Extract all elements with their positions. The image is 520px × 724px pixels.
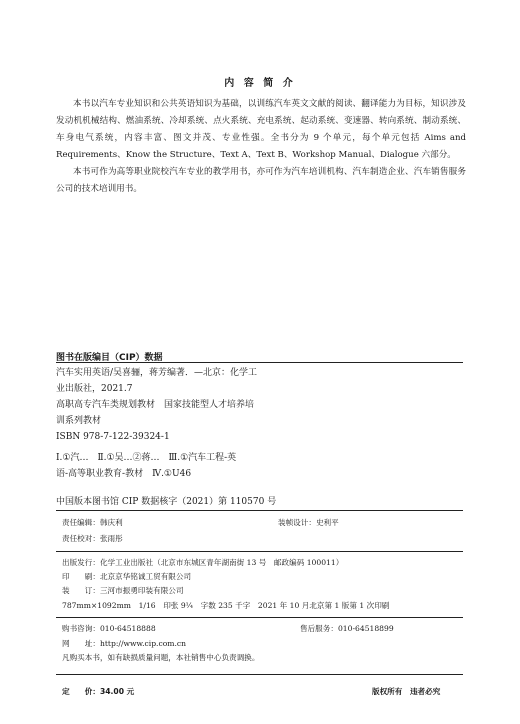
cip-line: 语-高等职业教育-教材 Ⅳ.①U46 [56, 469, 192, 479]
binder-info: 装 订：三河市振勇印装有限公司 [62, 586, 184, 595]
publisher-info: 出版发行：化学工业出版社（北京市东城区青年湖南街 13 号 邮政编码 100011） [62, 558, 344, 567]
print-specs: 787mm×1092mm 1/16 印张 9¼ 字数 235 千字 2021 年 10 月北京第 1 版第 1 次印刷 [62, 601, 390, 610]
summary-paragraph-2: 本书可作为高等职业院校汽车专业的教学用书，亦可作为汽车培训机构、汽车制造企业、汽车销售服务公司的技术培训用书。 [56, 167, 466, 194]
cip-line: ISBN 978-7-122-39324-1 [56, 432, 170, 442]
purchase-phone: 购书咨询：010-64518888 [62, 624, 156, 633]
cip-bottom-rule [56, 510, 463, 511]
quality-notice: 凡购买本书，如有缺损质量问题，本社销售中心负责调换。 [62, 653, 260, 662]
publication-rule [56, 617, 463, 618]
editors-rule [56, 551, 463, 552]
cip-line: 业出版社，2021.7 [56, 384, 133, 394]
website-link[interactable]: 网 址：http://www.cip.com.cn [62, 639, 187, 648]
cip-line: Ⅰ.①汽… Ⅱ.①吴…②蒋… Ⅲ.①汽车工程-英 [56, 453, 237, 463]
cip-heading: 图书在版编目（CIP）数据 [56, 353, 163, 363]
cip-line: 高职高专汽车类规划教材 国家技能型人才培养培 [56, 400, 255, 410]
cip-line: 汽车实用英语/吴喜骊，蒋芳编著．—北京：化学工 [56, 368, 258, 378]
cip-top-rule [56, 362, 463, 363]
printer-info: 印 刷：北京京华铭诚工贸有限公司 [62, 572, 192, 581]
cip-catalog-number: 中国版本图书馆 CIP 数据核字（2021）第 110570 号 [56, 497, 277, 507]
copyright-notice: 版权所有 违者必究 [372, 687, 441, 696]
after-sales-phone: 售后服务：010-64518899 [300, 624, 394, 633]
price: 定 价：34.00 元 [62, 687, 135, 696]
footer-rule [56, 674, 463, 675]
cip-line: 训系列教材 [56, 416, 102, 426]
responsible-editor: 责任编辑：韩庆利 [62, 518, 123, 527]
proofreader: 责任校对：张雨彤 [62, 534, 123, 543]
summary-title: 内 容 简 介 [224, 78, 296, 89]
summary-paragraph-1: 本书以汽车专业知识和公共英语知识为基础，以训练汽车英文文献的阅读、翻译能力为目标，知识涉及发动机机械结构、燃油系统、冷却系统、点火系统、充电系统、起动系统、变速器、转向系统、制动系统、车身电气系统，内容丰富、图文并茂、专业性强。全书分为 9 个单元，每个单元包括 Aims and Requirements、Know the Structure、Text A、Text B、Workshop Manual、Dialogue 六部分。 [56, 99, 466, 160]
cover-designer: 装帧设计：史利平 [278, 518, 339, 527]
